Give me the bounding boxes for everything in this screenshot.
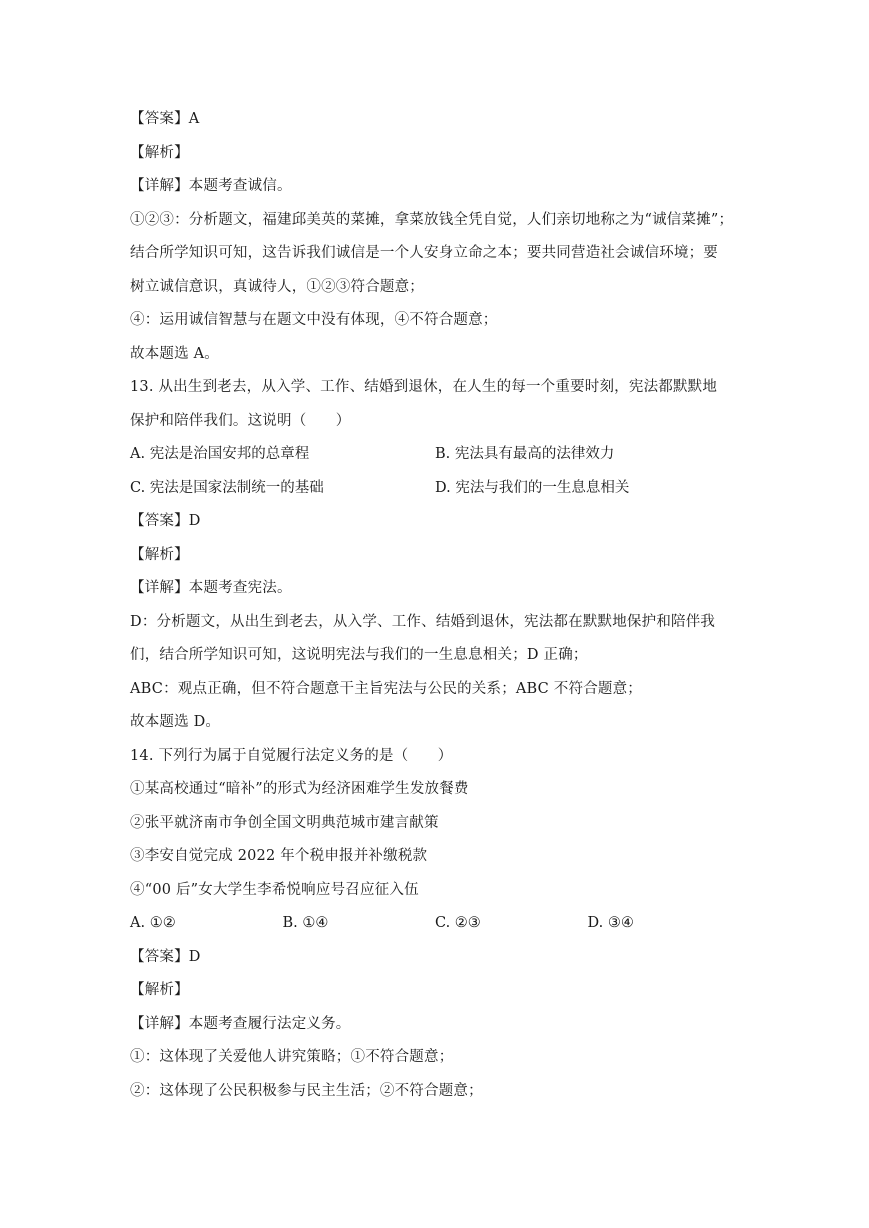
q13-stem-line: 13. 从出生到老去，从入学、工作、结婚到退休，在人生的每一个重要时刻，宪法都默默地 [130, 379, 718, 395]
q13-explanation-line: D：分析题文，从出生到老去，从入学、工作、结婚到退休，宪法都在默默地保护和陪伴我 [130, 613, 716, 630]
q14-option-c: C. ②③ [435, 915, 481, 931]
q14-option-d: D. ③④ [587, 915, 634, 931]
q14-answer: 【答案】D [130, 948, 201, 965]
q12-explanation-line: 结合所学知识可知，这告诉我们诚信是一个人安身立命之本；要共同营造社会诚信环境；要 [130, 245, 718, 261]
q12-conclusion: 故本题选 A。 [130, 345, 219, 362]
q14-statement: ③李安自觉完成 2022 年个税申报并补缴税款 [130, 848, 428, 864]
q13-option-b: B. 宪法具有最高的法律效力 [435, 446, 615, 462]
q13-options-row [130, 443, 740, 465]
q14-explanation-line: ②：这体现了公民积极参与民主生活；②不符合题意； [130, 1082, 483, 1099]
q14-options-row [130, 912, 740, 934]
document-page [130, 108, 740, 1113]
q12-detail-heading: 【详解】本题考查诚信。 [130, 178, 292, 194]
q14-explanation-line: ①：这体现了关爱他人讲究策略；①不符合题意； [130, 1049, 454, 1065]
q13-option-c: C. 宪法是国家法制统一的基础 [130, 479, 324, 496]
q13-conclusion: 故本题选 D。 [130, 714, 221, 730]
q14-statement: ②张平就济南市争创全国文明典范城市建言献策 [130, 814, 439, 831]
q13-explanation-line: 们，结合所学知识可知，这说明宪法与我们的一生息息相关；D 正确； [130, 647, 588, 663]
q13-explanation-line: ABC：观点正确，但不符合题意干主旨宪法与公民的关系；ABC 不符合题意； [130, 680, 642, 697]
q12-explanation-line: ④：运用诚信智慧与在题文中没有体现，④不符合题意； [130, 312, 498, 328]
q13-options-row [130, 477, 740, 499]
q14-analysis-heading: 【解析】 [130, 982, 189, 998]
q13-detail-heading: 【详解】本题考查宪法。 [130, 580, 292, 596]
q14-statement: ④“00 后”女大学生李希悦响应号召应征入伍 [130, 881, 419, 898]
q12-explanation-line: ①②③：分析题文，福建邱美英的菜摊，拿菜放钱全凭自觉，人们亲切地称之为“诚信菜摊”； [130, 211, 734, 228]
q14-stem: 14. 下列行为属于自觉履行法定义务的是（ ） [130, 747, 453, 764]
q12-explanation-line: 树立诚信意识，真诚待人，①②③符合题意； [130, 278, 424, 295]
q13-stem-line: 保护和陪伴我们。这说明（ ） [130, 412, 351, 429]
q14-detail-heading: 【详解】本题考查履行法定义务。 [130, 1015, 351, 1032]
q13-option-d: D. 宪法与我们的一生息息相关 [435, 479, 630, 496]
q13-option-a: A. 宪法是治国安邦的总章程 [130, 446, 310, 462]
q14-option-a: A. ①② [130, 915, 176, 931]
q14-option-b: B. ①④ [282, 915, 329, 931]
q13-answer: 【答案】D [130, 513, 201, 529]
q12-answer: 【答案】A [130, 111, 200, 127]
q12-analysis-heading: 【解析】 [130, 144, 189, 161]
q13-analysis-heading: 【解析】 [130, 546, 189, 563]
q14-statement: ①某高校通过“暗补”的形式为经济困难学生发放餐费 [130, 781, 469, 797]
